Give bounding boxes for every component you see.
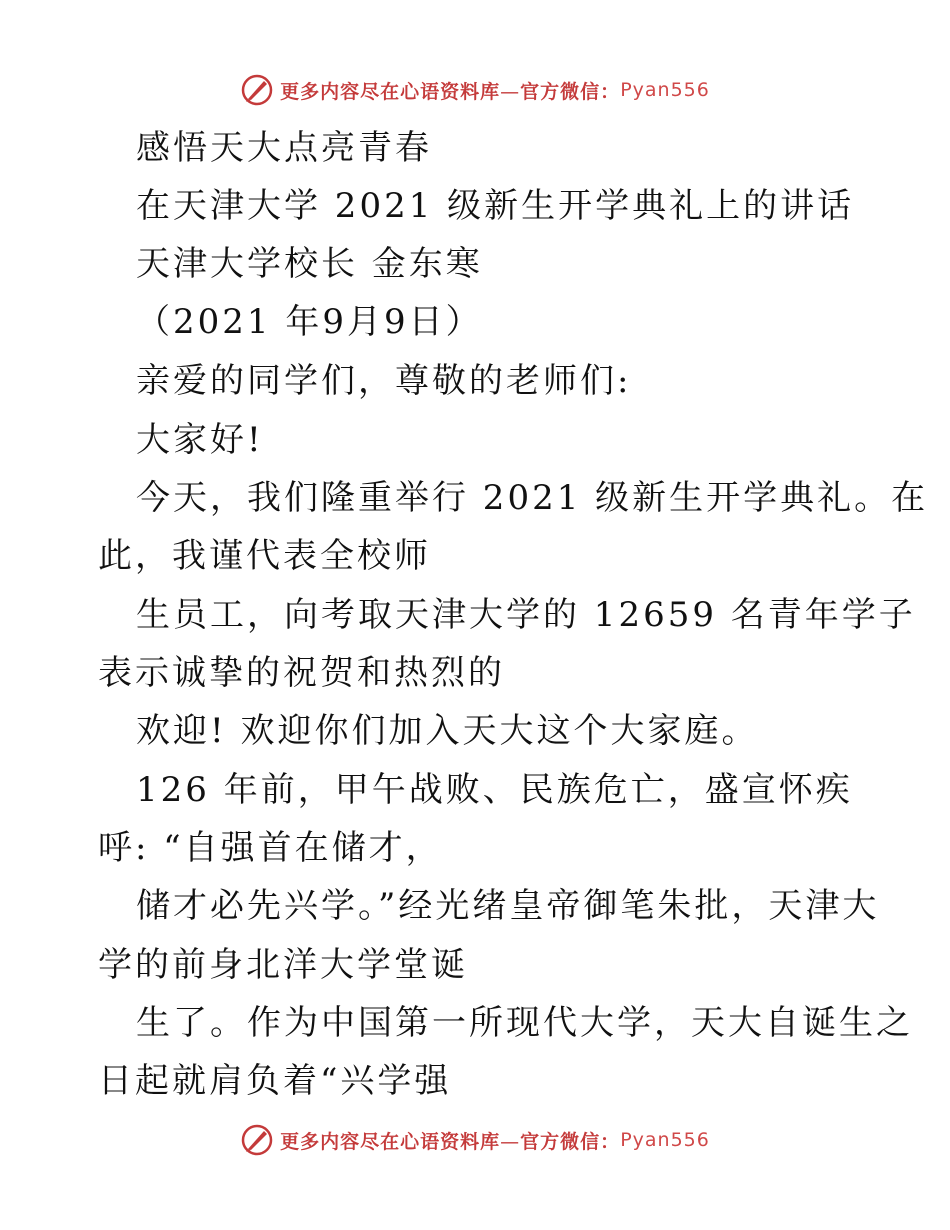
salutation: 亲爱的同学们，尊敬的老师们: (136, 361, 632, 401)
watermark-text: 更多内容尽在心语资料库—官方微信： (280, 1130, 621, 1153)
document-date: （2021 年9月9日） (136, 302, 483, 342)
paragraph-line: 储才必先兴学。”经光绪皇帝御笔朱批，天津大 (136, 886, 880, 926)
document-title: 感悟天大点亮青春 (136, 128, 432, 168)
paragraph-line: 126 年前，甲午战败、民族危亡，盛宣怀疾 (136, 770, 853, 810)
watermark-code: Pyan556 (620, 79, 710, 101)
paragraph-line: 学的前身北洋大学堂诞 (98, 945, 468, 985)
greeting: 大家好! (136, 420, 264, 460)
quill-badge-icon (240, 73, 274, 107)
watermark-footer (0, 1120, 950, 1160)
watermark-code: Pyan556 (620, 1129, 710, 1151)
document-author: 天津大学校长 金东寒 (136, 244, 483, 284)
paragraph-line: 日起就肩负着“兴学强 (98, 1061, 452, 1101)
paragraph-line: 生员工，向考取天津大学的 12659 名青年学子 (136, 595, 916, 635)
paragraph-line: 生了。作为中国第一所现代大学，天大自诞生之 (136, 1003, 913, 1043)
document-subtitle: 在天津大学 2021 级新生开学典礼上的讲话 (136, 186, 855, 226)
quill-badge-icon (240, 1123, 274, 1157)
paragraph-line: 今天，我们隆重举行 2021 级新生开学典礼。在 (136, 478, 929, 518)
paragraph-line: 呼: “自强首在储才， (98, 828, 443, 868)
paragraph-line: 表示诚挚的祝贺和热烈的 (98, 653, 505, 693)
paragraph-line: 此，我谨代表全校师 (98, 536, 431, 576)
watermark-text: 更多内容尽在心语资料库—官方微信： (280, 80, 621, 103)
paragraph-line: 欢迎! 欢迎你们加入天大这个大家庭。 (136, 711, 759, 751)
watermark-header (0, 70, 950, 110)
